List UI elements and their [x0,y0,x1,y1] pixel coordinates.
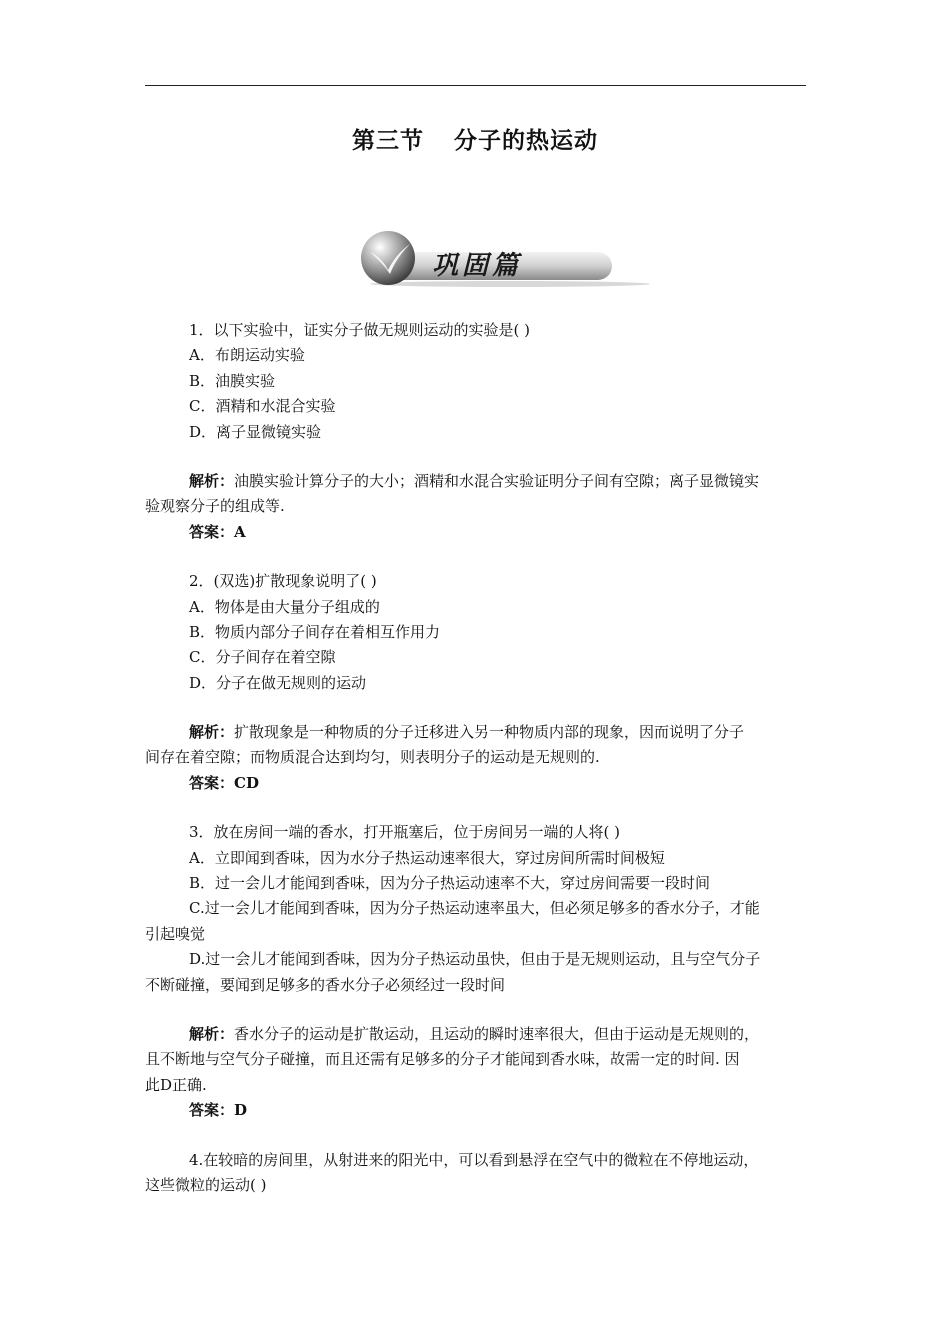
option: A．立即闻到香味，因为水分子热运动速率很大，穿过房间所需时间极短 [189,848,665,867]
question-2 [145,569,807,796]
answer-label: 答案： [189,1101,235,1120]
analysis-line: 且不断地与空气分子碰撞，而且还需有足够多的分子才能闻到香水味，故需一定的时间. 因 [145,1050,740,1069]
answer-value: CD [234,773,259,792]
analysis-line: 解析：扩散现象是一种物质的分子迁移进入另一种物质内部的现象，因而说明了分子 [189,723,745,742]
answer-line [145,771,807,796]
analysis-label: 解析： [189,471,235,490]
option: A．布朗运动实验 [189,346,305,365]
page-title [0,122,950,155]
question-stem: 3．放在房间一端的香水，打开瓶塞后，位于房间另一端的人将( ) [189,823,621,842]
option: C．分子间存在着空隙 [189,648,336,667]
option: B．油膜实验 [189,371,276,390]
question-3 [145,820,807,1123]
analysis-line: 此D正确. [145,1075,207,1094]
option: B．物质内部分子间存在着相互作用力 [189,622,441,641]
banner-label: 巩固篇 [432,251,523,281]
analysis-label: 解析： [189,1024,235,1043]
question-stem: 1．以下实验中，证实分子做无规则运动的实验是( ) [189,321,531,339]
answer-line [145,1098,807,1123]
option: C.过一会儿才能闻到香味，因为分子热运动速率虽大，但必须足够多的香水分子，才能 [189,899,760,918]
answer-label: 答案： [189,773,235,792]
answer-line [145,520,807,545]
option: D．离子显微镜实验 [189,422,322,441]
analysis-line: 间存在着空隙；而物质混合达到均匀，则表明分子的运动是无规则的. [145,748,600,767]
analysis-line: 解析：油膜实验计算分子的大小；酒精和水混合实验证明分子间有空隙；离子显微镜实 [189,471,760,490]
option: A．物体是由大量分子组成的 [189,597,380,616]
option-continuation: 引起嗅觉 [145,924,206,943]
header-rule [145,85,806,86]
option-continuation: 不断碰撞，要闻到足够多的香水分子必须经过一段时间 [145,975,506,994]
section-title: 分子的热运动 [454,128,598,154]
answer-value: D [234,1101,248,1120]
question-stem: 4.在较暗的房间里，从射进来的阳光中，可以看到悬浮在空气中的微粒在不停地运动， [189,1150,759,1169]
analysis-line: 解析：香水分子的运动是扩散运动，且运动的瞬时速率很大，但由于运动是无规则的， [189,1024,760,1043]
question-1 [145,318,807,545]
question-4 [145,1148,807,1199]
question-list [145,318,807,1198]
banner-graphic [350,228,650,288]
bird-emblem-icon [361,231,415,285]
option: B．过一会儿才能闻到香味，因为分子热运动速率不大，穿过房间需要一段时间 [189,874,711,893]
analysis-line: 验观察分子的组成等. [145,497,285,516]
answer-value: A [234,522,246,541]
analysis-label: 解析： [189,723,235,742]
question-stem: 2．(双选)扩散现象说明了( ) [189,572,377,591]
option: C．酒精和水混合实验 [189,397,336,416]
option: D．分子在做无规则的运动 [189,673,367,692]
option: D.过一会儿才能闻到香味，因为分子热运动虽快，但由于是无规则运动，且与空气分子 [189,950,761,969]
section-number: 第三节 [352,128,424,154]
question-stem-continuation: 这些微粒的运动( ) [145,1175,267,1194]
answer-label: 答案： [189,522,235,541]
